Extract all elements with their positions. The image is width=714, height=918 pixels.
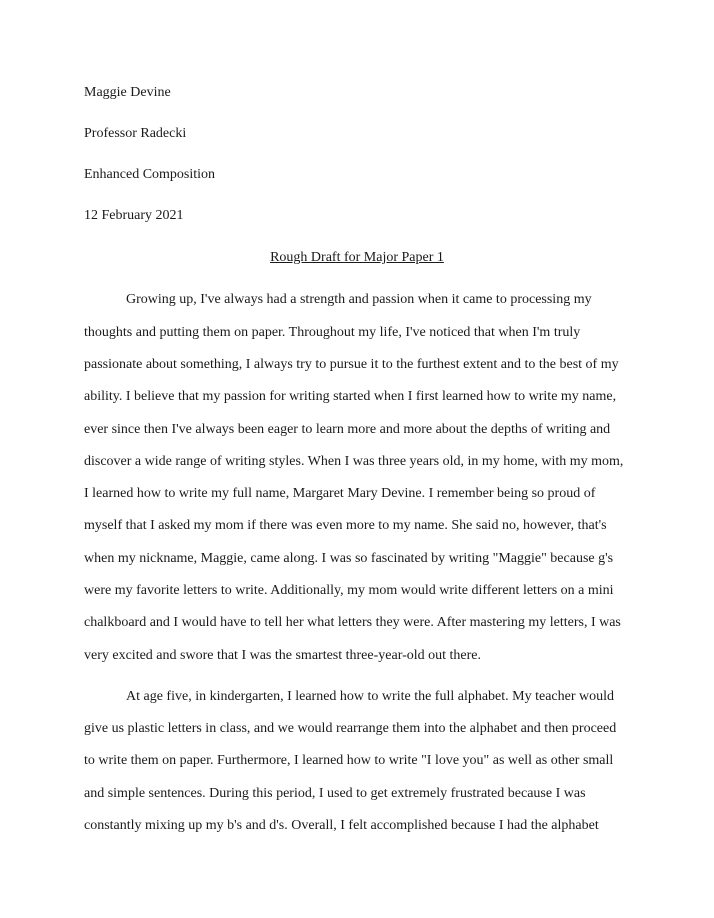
document-date: 12 February 2021 <box>84 208 184 223</box>
paragraph-line: passionate about something, I always try to pursue it to the furthest extent and to the best of my <box>84 357 619 372</box>
paragraph-line: were my favorite letters to write. Additionally, my mom would write different letters on a mini <box>84 583 614 598</box>
paragraph-line: discover a wide range of writing styles. When I was three years old, in my home, with my mom, <box>84 454 624 469</box>
paragraph-line: ever since then I've always been eager to learn more and more about the depths of writing and <box>84 422 611 437</box>
paragraph-line: constantly mixing up my b's and d's. Overall, I felt accomplished because I had the alphabet <box>84 818 599 833</box>
paragraph-line: myself that I asked my mom if there was even more to my name. She said no, however, that's <box>84 518 607 533</box>
paragraph-line: Growing up, I've always had a strength and passion when it came to processing my <box>126 292 592 307</box>
paragraph-line: chalkboard and I would have to tell her what letters they were. After mastering my letters, I was <box>84 615 621 630</box>
author-name: Maggie Devine <box>84 85 171 100</box>
paragraph-line: very excited and swore that I was the smartest three-year-old out there. <box>84 648 482 663</box>
paragraph-line: to write them on paper. Furthermore, I learned how to write "I love you" as well as other small <box>84 753 614 768</box>
paragraph-line: give us plastic letters in class, and we would rearrange them into the alphabet and then proceed <box>84 721 617 736</box>
paragraph-line: when my nickname, Maggie, came along. I was so fascinated by writing "Maggie" because g's <box>84 551 614 566</box>
paragraph-line: and simple sentences. During this period, I used to get extremely frustrated because I was <box>84 786 586 801</box>
paragraph-line: ability. I believe that my passion for writing started when I first learned how to write my name, <box>84 389 617 404</box>
paragraph-line: At age five, in kindergarten, I learned how to write the full alphabet. My teacher would <box>126 689 615 704</box>
paragraph-line: I learned how to write my full name, Margaret Mary Devine. I remember being so proud of <box>84 486 596 501</box>
document-title: Rough Draft for Major Paper 1 <box>270 250 444 265</box>
paragraph-line: thoughts and putting them on paper. Throughout my life, I've noticed that when I'm truly <box>84 325 581 340</box>
professor-name: Professor Radecki <box>84 126 187 141</box>
course-name: Enhanced Composition <box>84 167 216 182</box>
